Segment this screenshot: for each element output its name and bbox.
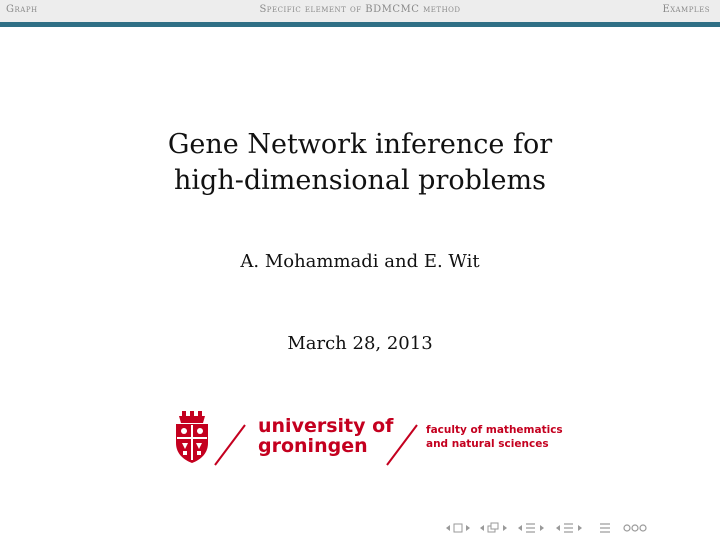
slide-title	[0, 127, 720, 199]
date-line: March 28, 2013	[287, 333, 433, 354]
search-icon[interactable]	[624, 525, 646, 531]
nav-section-graph[interactable]: Graph	[6, 4, 38, 15]
frame-prev-icon[interactable]	[446, 524, 462, 532]
subsection-prev-icon[interactable]	[480, 523, 498, 532]
logo-divider-slash-2	[385, 424, 419, 466]
subsection-next-icon[interactable]	[503, 525, 507, 531]
university-name	[258, 416, 393, 456]
frame-next-icon[interactable]	[466, 525, 470, 531]
university-crest-icon	[174, 411, 210, 463]
beamer-navigation-bar	[442, 520, 712, 536]
university-name-line-2: groningen	[258, 435, 368, 457]
faculty-name-line-1: faculty of mathematics	[426, 424, 563, 436]
logo-divider-slash-1	[213, 424, 247, 466]
title-line-2: high-dimensional problems	[174, 165, 546, 196]
nav-section-examples[interactable]: Examples	[662, 4, 710, 15]
subsection-prev-icon-2[interactable]	[556, 524, 573, 532]
faculty-name-line-2: and natural sciences	[426, 438, 549, 450]
section-next-icon[interactable]	[540, 525, 544, 531]
faculty-name	[426, 423, 563, 451]
align-icon[interactable]	[600, 524, 610, 532]
header-bar	[0, 0, 720, 22]
section-prev-icon[interactable]	[518, 524, 535, 532]
university-name-line-1: university of	[258, 415, 394, 437]
nav-section-specific-element[interactable]: Specific element of BDMCMC method	[259, 4, 461, 15]
title-line-1: Gene Network inference for	[167, 129, 553, 160]
subsection-next-icon-2[interactable]	[578, 525, 582, 531]
accent-bar	[0, 22, 720, 27]
author-line: A. Mohammadi and E. Wit	[240, 251, 480, 272]
